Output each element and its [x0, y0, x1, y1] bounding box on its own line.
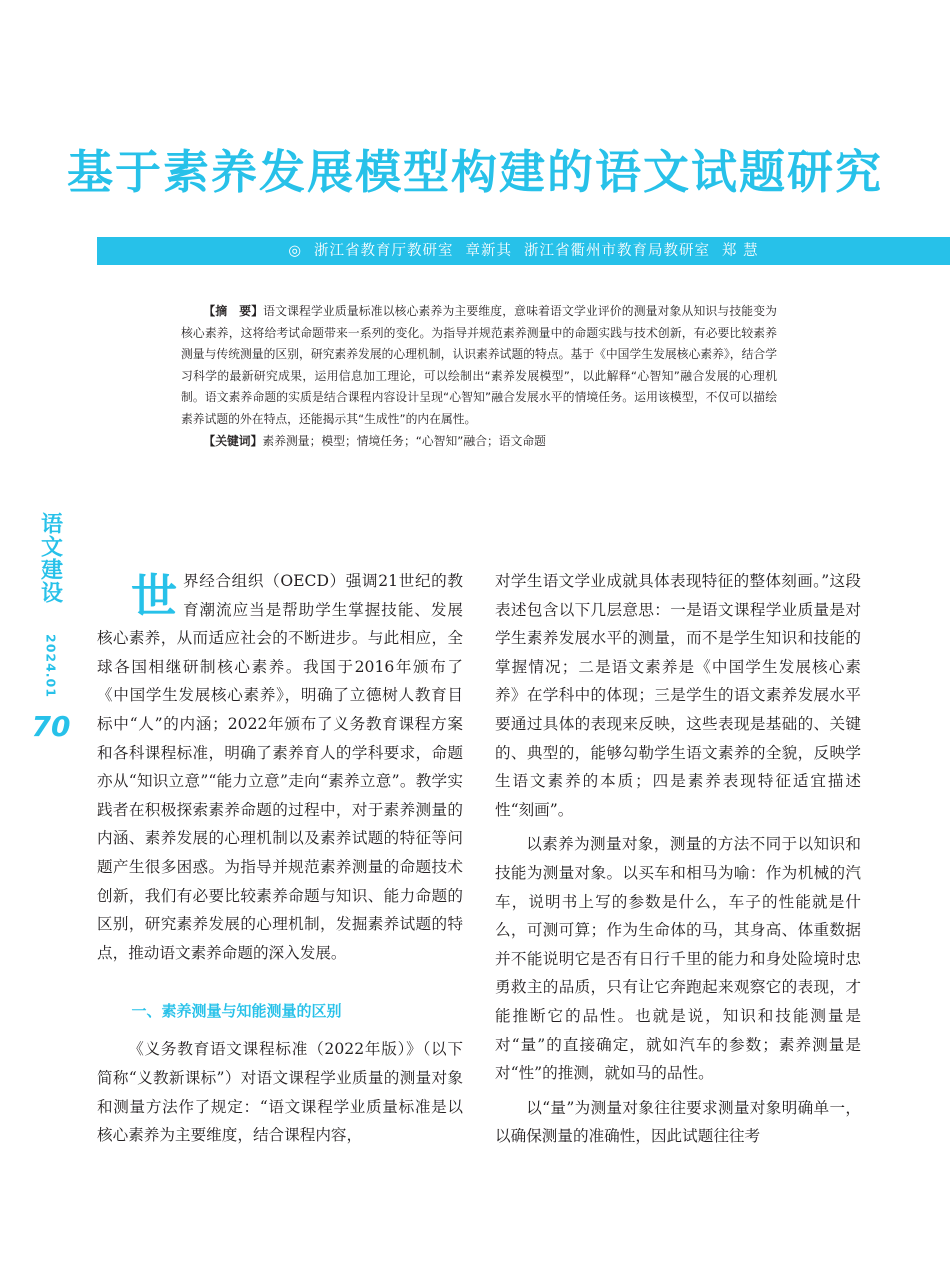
author-bar — [97, 237, 950, 265]
issue-date: 2024.01 — [43, 634, 59, 698]
abstract-block — [181, 301, 777, 452]
author-name-1: 章新其 — [465, 243, 513, 259]
body-paragraph: 对学生语文学业成就具体表现特征的整体刻画。”这段表述包含以下几层意思：一是语文课程学业质量是对学生素养发展水平的测量，而不是学生知识和技能的掌握情况；二是语文素养是《中国学生发展核心素养》在学科中的体现；三是学生的语文素养发展水平要通过具体的表现来反映，这些表现是基础的、关键的、典型的，能够勾勒学生语文素养的全貌，反映学生语文素养的本质；四是素养表现特征适宜描述性“刻画”。 — [495, 572, 861, 819]
keywords-label: 【关键词】 — [203, 433, 263, 448]
drop-cap: 世 — [131, 569, 177, 623]
body-paragraph: 以素养为测量对象，测量的方法不同于以知识和技能为测量对象。以买车和相马为喻：作为机械的汽车，说明书上写的参数是什么，车子的性能就是什么，可测可算；作为生命体的马，其身高、体重数据并不能说明它是否有日行千里的能力和身处险境时忠勇救主的品质，只有让它奔跑起来观察它的表现，才能推断它的品性。也就是说，知识和技能测量是对“量”的直接确定，就如汽车的参数；素养测量是对“性”的推测，就如马的品性。 — [495, 835, 861, 1083]
body-column-right — [495, 567, 861, 1151]
body-column-left — [97, 567, 463, 1150]
abstract-label: 【摘 要】 — [203, 304, 264, 318]
author-org-2: 浙江省衢州市教育局教研室 — [524, 243, 711, 259]
article-title: 基于素养发展模型构建的语文试题研究 — [67, 145, 883, 199]
page-number: 70 — [31, 709, 71, 743]
intro-paragraph — [97, 567, 463, 967]
intro-text: 界经合组织（OECD）强调21世纪的教育潮流应当是帮助学生掌握技能、发展核心素养，从而适应社会的不断进步。与此相应，全球各国相继研制核心素养。我国于2016年颁布了《中国学生发展核心素养》，明确了立德树人教育目标中“人”的内涵；2022年颁布了义务教育课程方案和各科课程标准，明确了素养育人的学科要求，命题亦从“知识立意”“能力立意”走向“素养立意”。教学实践者在积极探索素养命题的过程中，对于素养测量的内涵、素养发展的心理机制以及素养试题的特征等问题产生很多困惑。为指导并规范素养测量的命题技术创新，我们有必要比较素养命题与知识、能力命题的区别，研究素养发展的心理机制，发掘素养试题的特点，推动语文素养命题的深入发展。 — [97, 572, 463, 962]
abstract-paragraph — [181, 301, 777, 431]
keywords-paragraph — [181, 431, 777, 453]
section-heading-1: 一、素养测量与知能测量的区别 — [131, 1002, 342, 1021]
keywords-text: 素养测量；模型；情境任务；“心智知”融合；语文命题 — [262, 433, 546, 448]
side-margin-mark — [27, 512, 75, 743]
body-paragraph: 以“量”为测量对象往往要求测量对象明确单一，以确保测量的准确性，因此试题往往考 — [495, 1098, 861, 1146]
body-paragraph: 《义务教育语文课程标准（2022年版）》（以下简称“义教新课标”）对语文课程学业质量的测量对象和测量方法作了规定：“语文课程学业质量标准是以核心素养为主要维度，结合课程内容， — [97, 1040, 463, 1145]
author-name-2: 郑 慧 — [722, 243, 759, 259]
abstract-text: 语文课程学业质量标准以核心素养为主要维度，意味着语文学业评价的测量对象从知识与技能变为核心素养，这将给考试命题带来一系列的变化。为指导并规范素养测量中的命题实践与技术创新，有必要比较素养测量与传统测量的区别，研究素养发展的心理机制，认识素养试题的特点。基于《中国学生发展核心素养》，结合学习科学的最新研究成果，运用信息加工理论，可以绘制出“素养发展模型”，以此解释“心智知”融合发展的心理机制。语文素养命题的实质是结合课程内容设计呈现“心智知”融合发展水平的情境任务。运用该模型，不仅可以描绘素养试题的外在特点，还能揭示其“生成性”的内在属性。 — [181, 304, 777, 426]
magazine-name: 语文建设 — [37, 512, 64, 604]
circle-icon: ◎ — [288, 243, 303, 259]
author-org-1: 浙江省教育厅教研室 — [314, 243, 454, 259]
